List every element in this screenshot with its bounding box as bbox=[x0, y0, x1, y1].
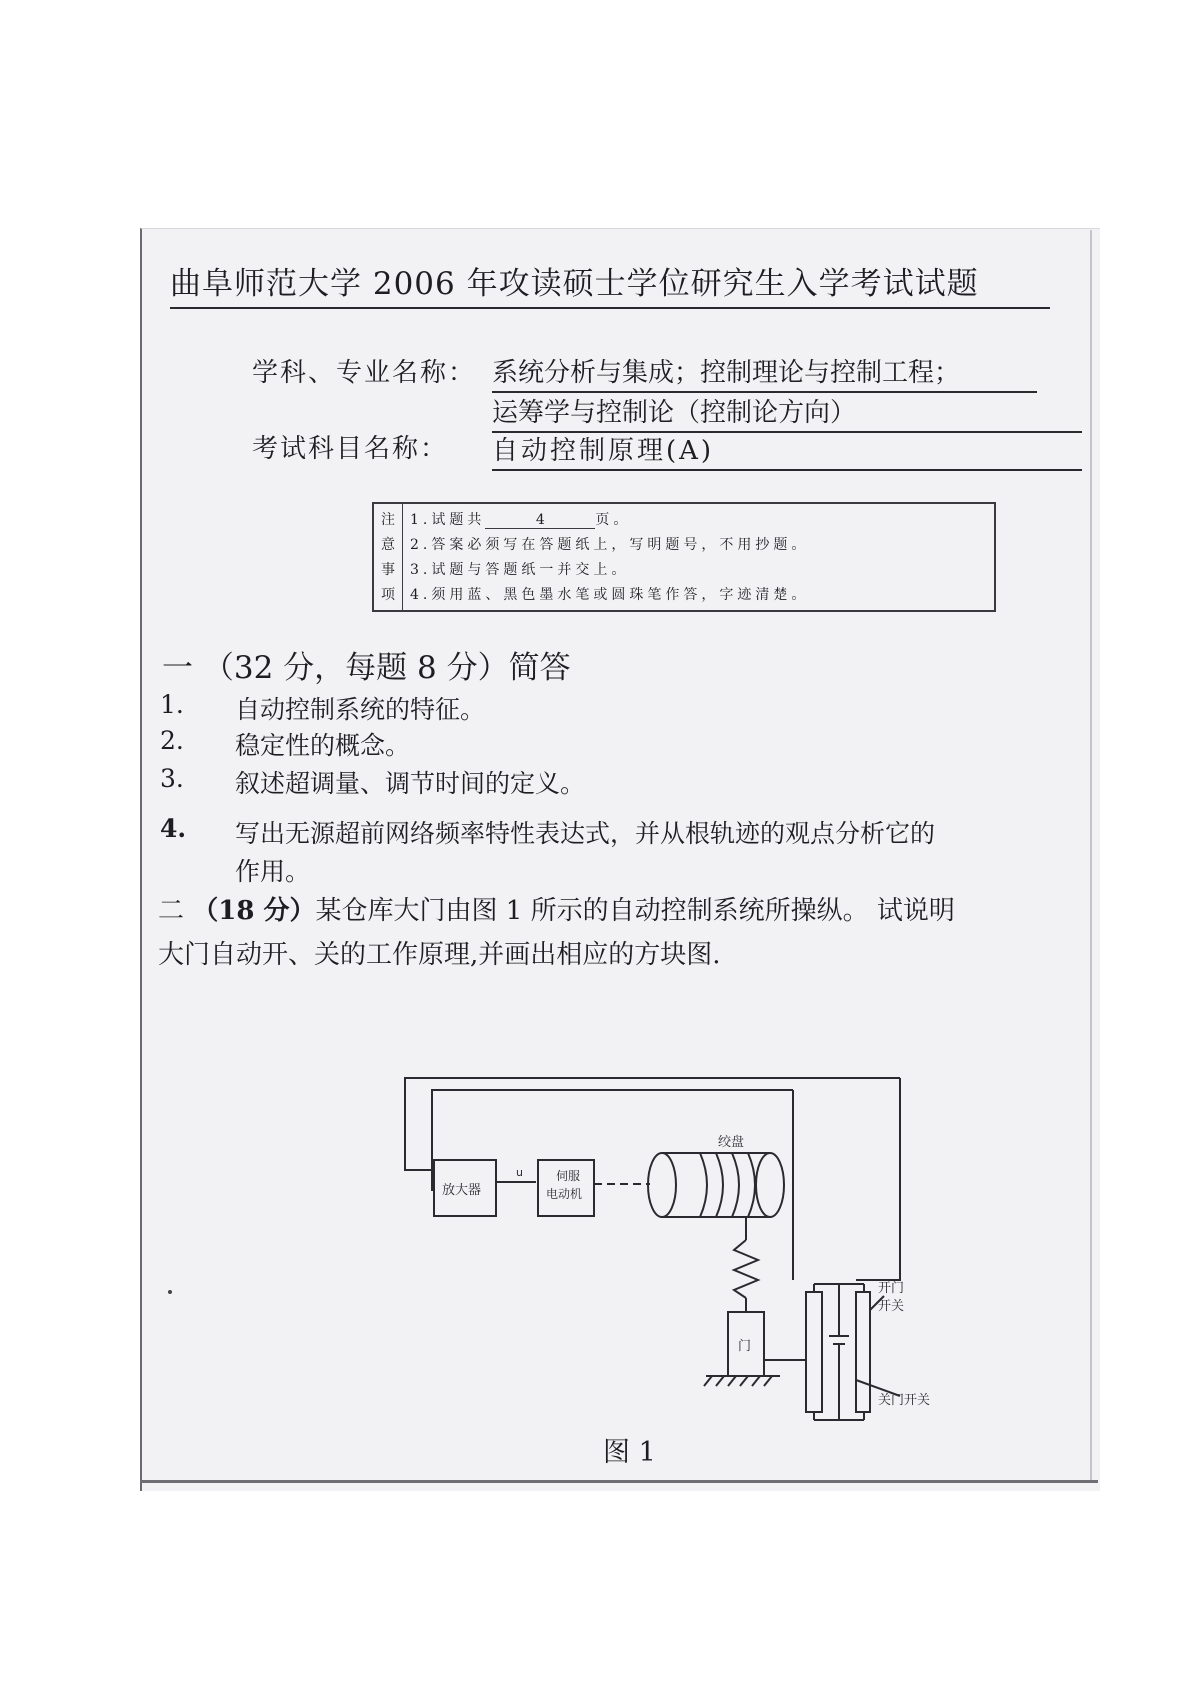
arrow-mark: u bbox=[516, 1166, 523, 1179]
notice-item-4: 4.须用蓝、黑色墨水笔或圆珠笔作答，字迹清楚。 bbox=[410, 587, 810, 603]
notice-item-3: 3.试题与答题纸一并交上。 bbox=[410, 562, 630, 578]
close-switch-label: 关门开关 bbox=[878, 1393, 931, 1408]
notice-item-2: 2.答案必须写在答题纸上，写明题号，不用抄题。 bbox=[410, 537, 810, 553]
subject-value: 自动控制原理(A) bbox=[492, 430, 1082, 471]
door-label: 门 bbox=[738, 1339, 752, 1354]
feedback-wire-open bbox=[856, 1078, 900, 1280]
page-count: 4 bbox=[485, 512, 595, 529]
question-1: 1. 自动控制系统的特征。 bbox=[160, 690, 486, 724]
slider-left bbox=[806, 1292, 822, 1412]
notice-item-1: 1.试题共 4 页。 bbox=[410, 512, 632, 528]
open-switch-label-1: 开门 bbox=[878, 1281, 905, 1296]
motor-label-2: 电动机 bbox=[546, 1187, 583, 1201]
discipline-line-1: 系统分析与集成；控制理论与控制工程； bbox=[492, 352, 1037, 393]
motor-label-1: 伺服 bbox=[556, 1169, 581, 1183]
spring bbox=[734, 1240, 758, 1298]
slider-right bbox=[856, 1292, 870, 1412]
section-2-line-2: 大门自动开、关的工作原理,并画出相应的方块图. bbox=[158, 940, 721, 970]
figure-caption: 图 1 bbox=[603, 1437, 656, 1468]
discipline-line-2: 运筹学与控制论（控制论方向） bbox=[492, 392, 1082, 433]
ground-hatch bbox=[704, 1376, 772, 1386]
section-1-heading: 一 （32 分，每题 8 分）简答 bbox=[162, 650, 571, 686]
exam-title: 曲阜师范大学 2006 年攻读硕士学位研究生入学考试试题 bbox=[170, 258, 1050, 309]
amplifier-label: 放大器 bbox=[442, 1183, 482, 1198]
notice-char: 项 bbox=[381, 587, 395, 603]
discipline-label: 学科、专业名称： bbox=[252, 358, 477, 388]
drum-far-end bbox=[756, 1153, 784, 1217]
section-2-line-1: 二 （18 分）某仓库大门由图 1 所示的自动控制系统所操纵。 试说明 bbox=[158, 896, 955, 926]
question-4-continued: 作用。 bbox=[235, 857, 311, 886]
feedback-wire-top bbox=[405, 1078, 900, 1170]
question-4: 4. 写出无源超前网络频率特性表达式，并从根轨迹的观点分析它的 bbox=[160, 814, 936, 848]
open-switch-label-2: 开关 bbox=[878, 1299, 905, 1314]
subject-label: 考试科目名称： bbox=[252, 434, 449, 464]
section-2-points: （18 分） bbox=[192, 896, 316, 926]
question-3: 3. 叙述超调量、调节时间的定义。 bbox=[160, 764, 586, 798]
notice-char: 意 bbox=[381, 537, 395, 553]
question-2: 2. 稳定性的概念。 bbox=[160, 726, 411, 760]
notice-char: 注 bbox=[381, 512, 395, 528]
notice-char: 事 bbox=[381, 562, 395, 578]
drum-end bbox=[648, 1153, 676, 1217]
drum-rope-coils bbox=[700, 1153, 755, 1217]
drum-label: 绞盘 bbox=[718, 1135, 745, 1150]
